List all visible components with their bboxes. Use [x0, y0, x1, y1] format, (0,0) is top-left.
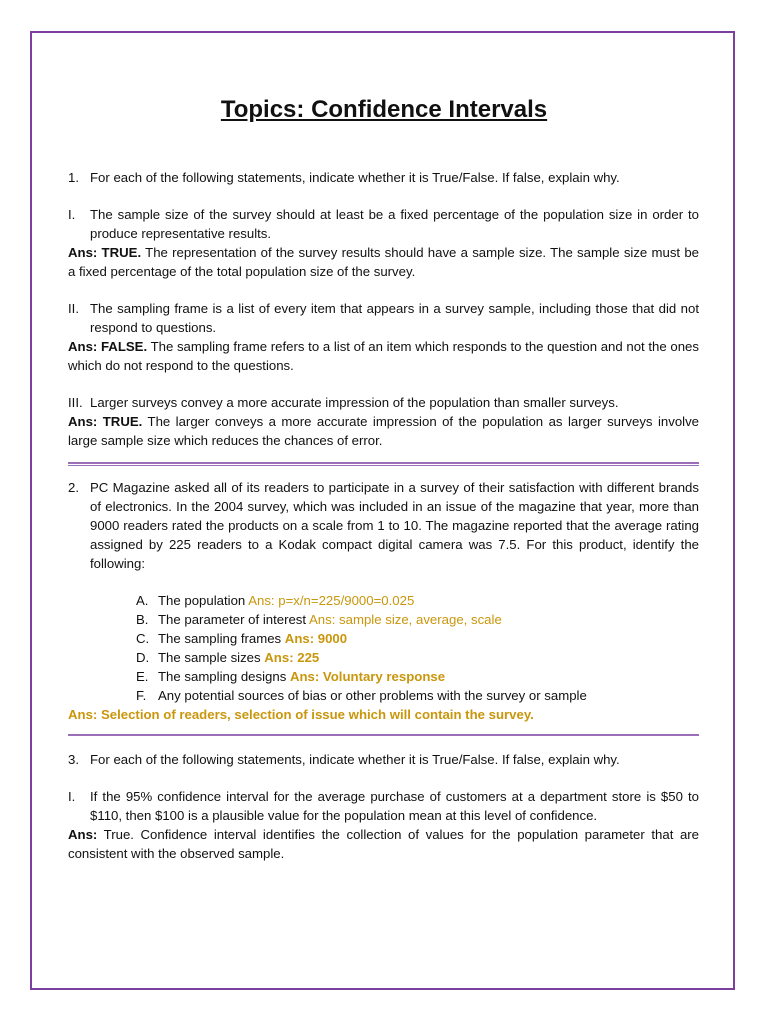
answer-label: Ans:	[68, 827, 98, 842]
question-text: PC Magazine asked all of its readers to participate in a survey of their satisfaction with different brands of electronics. In the 2004 survey, which was included in an issue of the magazine that year, more than 9000 readers rated the products on a scale from 1 to 10. The magazine reported that the average rating assigned by 225 readers to a Kodak compact digital camera was 7.5. For this product, identify the following:	[90, 480, 699, 571]
question-number: 2.	[68, 480, 79, 495]
answer-label: Ans: FALSE.	[68, 339, 148, 354]
page-title: Topics: Confidence Intervals	[220, 96, 548, 123]
sub-letter: D.	[136, 650, 150, 665]
answer	[68, 412, 699, 450]
question-text: For each of the following statements, indicate whether it is True/False. If false, explain why.	[90, 170, 620, 185]
sub-question-text: The parameter of interest	[158, 612, 309, 627]
sub-answer: Ans: 9000	[284, 631, 348, 646]
answer	[68, 243, 699, 281]
question-number: 3.	[68, 752, 79, 767]
answer-label: Ans: TRUE.	[68, 245, 142, 260]
sub-question-text: The population	[158, 593, 249, 608]
answer	[68, 825, 699, 863]
sub-question-text: The sample sizes	[158, 650, 265, 665]
answer-label: Ans: TRUE.	[68, 414, 143, 429]
sub-question-a	[136, 591, 699, 610]
statement-1-ii	[68, 299, 699, 337]
statement-1-i	[68, 205, 699, 243]
final-answer: Ans: Selection of readers, selection of issue which will contain the survey.	[68, 707, 534, 722]
sub-letter: A.	[136, 593, 149, 608]
sub-question-text: The sampling designs	[158, 669, 290, 684]
sub-letter: E.	[136, 669, 149, 684]
answer-text: The representation of the survey results should have a sample size. The sample size must be a fixed percentage of the total population size of the survey.	[68, 245, 700, 279]
sub-answer: Ans: 225	[264, 650, 320, 665]
statement-3-i	[68, 787, 699, 825]
question-number: 1.	[68, 170, 79, 185]
question-text: For each of the following statements, indicate whether it is True/False. If false, explain why.	[90, 752, 620, 767]
sub-letter: B.	[136, 612, 149, 627]
sub-question-text: The sampling frames	[158, 631, 285, 646]
statement-text: Larger surveys convey a more accurate impression of the population than smaller surveys.	[90, 395, 619, 410]
answer-text: The sampling frame refers to a list of an item which responds to the question and not the ones which do not respond to the questions.	[68, 339, 699, 373]
sub-question-text: Any potential sources of bias or other problems with the survey or sample	[158, 688, 587, 703]
section-divider	[68, 462, 699, 466]
statement-1-iii	[68, 393, 699, 412]
sub-answer: Ans: Voluntary response	[289, 669, 446, 684]
sub-question-b	[136, 610, 699, 629]
sub-question-f	[136, 686, 699, 705]
statement-number: III.	[68, 395, 83, 410]
sub-question-d	[136, 648, 699, 667]
document-body	[68, 168, 699, 863]
sub-question-list	[136, 591, 699, 705]
section-divider	[68, 734, 699, 736]
answer-text: True. Confidence interval identifies the collection of values for the population parameter that are consistent with the observed sample.	[68, 827, 699, 861]
sub-letter: C.	[136, 631, 150, 646]
answer	[68, 337, 699, 375]
question-1	[68, 168, 699, 187]
question-2	[68, 478, 699, 573]
answer-text: The larger conveys a more accurate impression of the population as larger surveys involve large sample size which reduces the chances of error.	[68, 414, 700, 448]
statement-text: The sample size of the survey should at least be a fixed percentage of the population size in order to produce representative results.	[90, 207, 699, 241]
statement-text: The sampling frame is a list of every item that appears in a survey sample, including those that did not respond to questions.	[90, 301, 699, 335]
statement-number: I.	[68, 789, 76, 804]
statement-number: II.	[68, 301, 79, 316]
sub-letter: F.	[136, 688, 147, 703]
statement-text: If the 95% confidence interval for the average purchase of customers at a department store is $50 to $110, then $100 is a plausible value for the population mean at this level of confidence.	[90, 789, 699, 823]
question-3	[68, 750, 699, 769]
sub-answer: Ans: p=x/n=225/9000=0.025	[248, 593, 415, 608]
statement-number: I.	[68, 207, 76, 222]
sub-answer: Ans: sample size, average, scale	[309, 612, 502, 627]
sub-question-c	[136, 629, 699, 648]
sub-question-e	[136, 667, 699, 686]
